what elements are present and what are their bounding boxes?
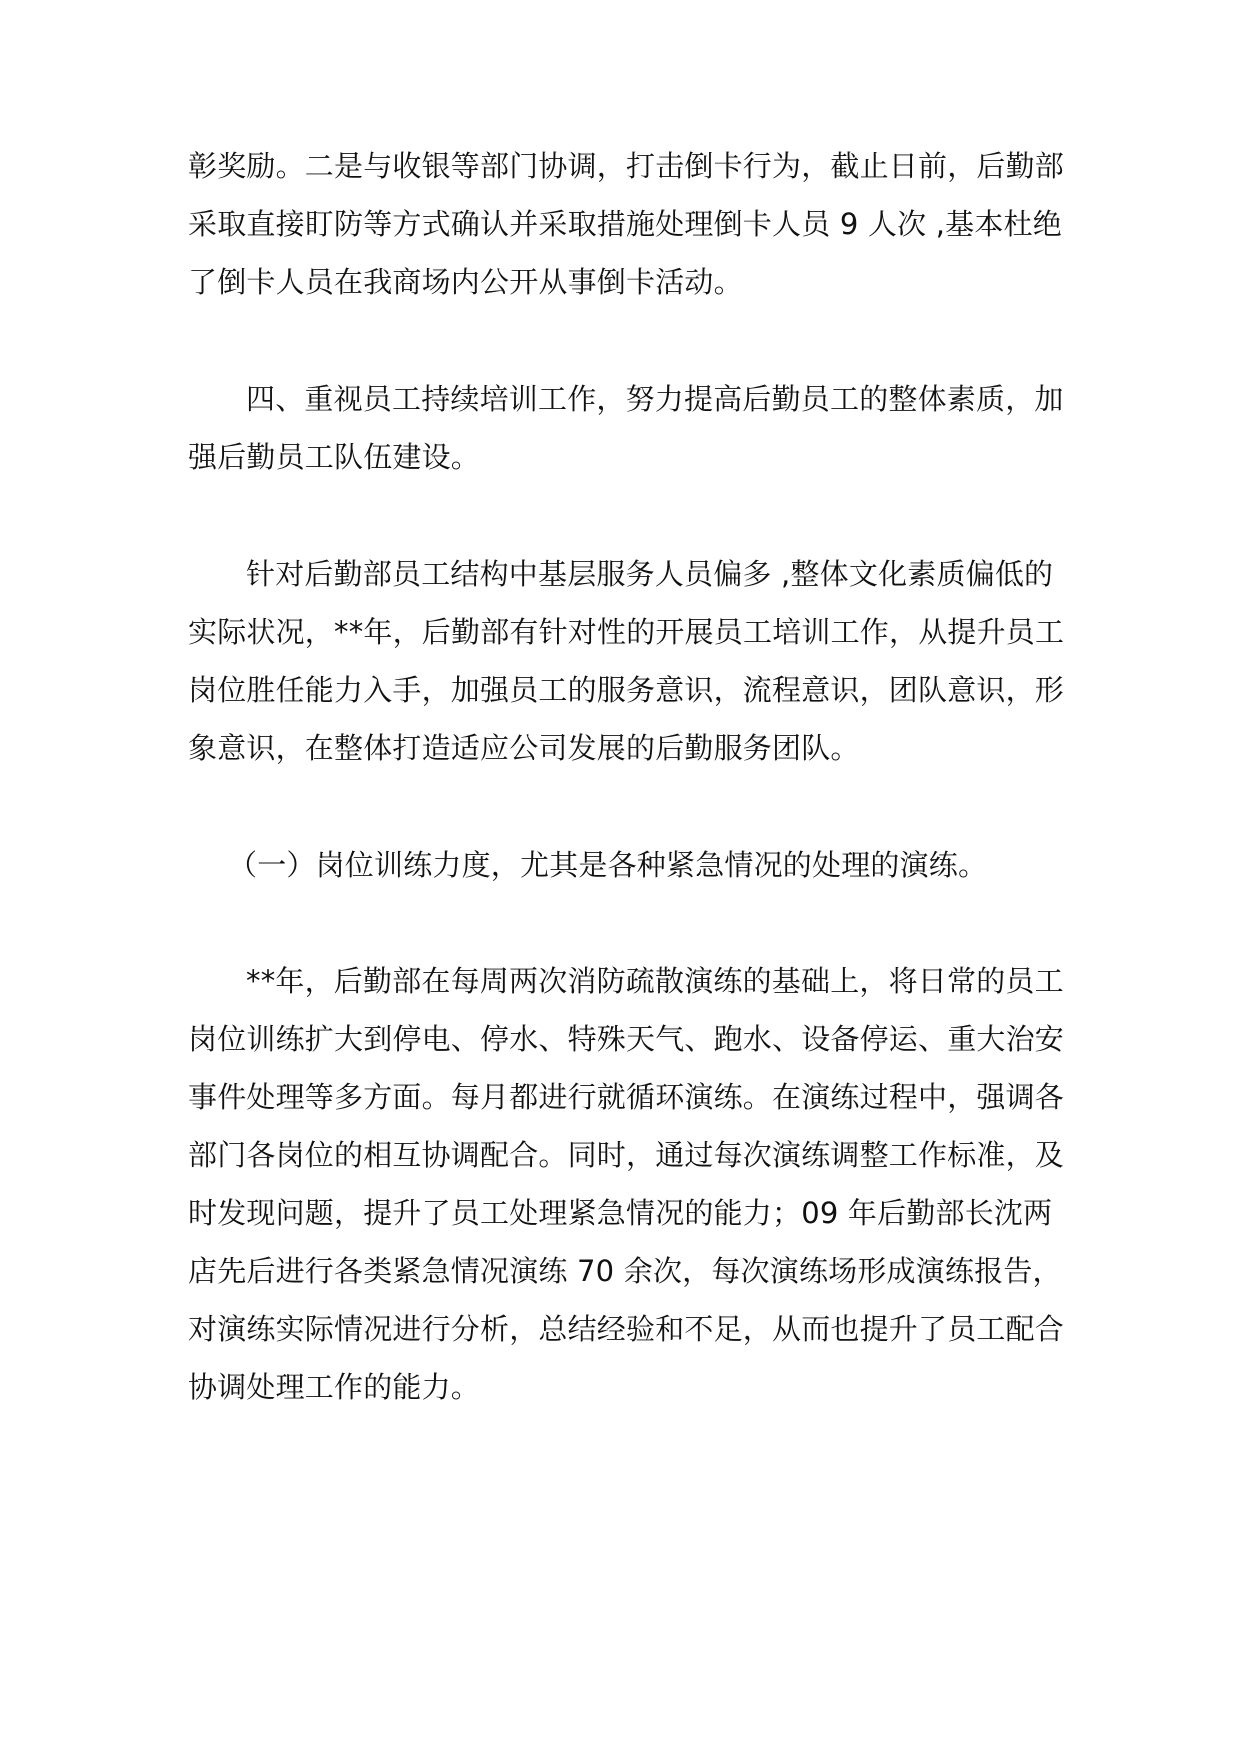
paragraph-3-line-1: 针对后勤部员工结构中基层服务人员偏多 ,整体文化素质偏低的	[246, 557, 1054, 591]
subsection-heading-1: （一）岗位训练力度，尤其是各种紧急情况的处理的演练。	[228, 848, 988, 882]
paragraph-3-line-2: 实际状况，**年，后勤部有针对性的开展员工培训工作，从提升员工	[188, 615, 1065, 649]
paragraph-1-line-3: 了倒卡人员在我商场内公开从事倒卡活动。	[188, 265, 743, 299]
paragraph-5-line-6: 店先后进行各类紧急情况演练 70 余次，每次演练场形成演练报告，	[188, 1254, 1062, 1288]
paragraph-5-line-7: 对演练实际情况进行分析，总结经验和不足，从而也提升了员工配合	[188, 1312, 1065, 1346]
paragraph-5-line-1: **年，后勤部在每周两次消防疏散演练的基础上，将日常的员工	[246, 964, 1064, 998]
paragraph-3-line-4: 象意识，在整体打造适应公司发展的后勤服务团队。	[188, 731, 860, 765]
section-heading-4-line-1: 四、重视员工持续培训工作，努力提高后勤员工的整体素质，加	[246, 382, 1064, 416]
paragraph-5-line-4: 部门各岗位的相互协调配合。同时，通过每次演练调整工作标准，及	[188, 1138, 1065, 1172]
paragraph-5-line-8: 协调处理工作的能力。	[188, 1370, 481, 1404]
paragraph-1-line-2: 采取直接盯防等方式确认并采取措施处理倒卡人员 9 人次 ,基本杜绝	[188, 207, 1062, 241]
paragraph-3-line-3: 岗位胜任能力入手，加强员工的服务意识，流程意识，团队意识，形	[188, 673, 1065, 707]
paragraph-5-line-5: 时发现问题，提升了员工处理紧急情况的能力；09 年后勤部长沈两	[188, 1196, 1053, 1230]
paragraph-5-line-3: 事件处理等多方面。每月都进行就循环演练。在演练过程中，强调各	[188, 1080, 1065, 1114]
paragraph-5-line-2: 岗位训练扩大到停电、停水、特殊天气、跑水、设备停运、重大治安	[188, 1022, 1065, 1056]
section-heading-4-line-2: 强后勤员工队伍建设。	[188, 440, 481, 474]
paragraph-1-line-1: 彰奖励。二是与收银等部门协调，打击倒卡行为，截止日前，后勤部	[188, 149, 1065, 183]
